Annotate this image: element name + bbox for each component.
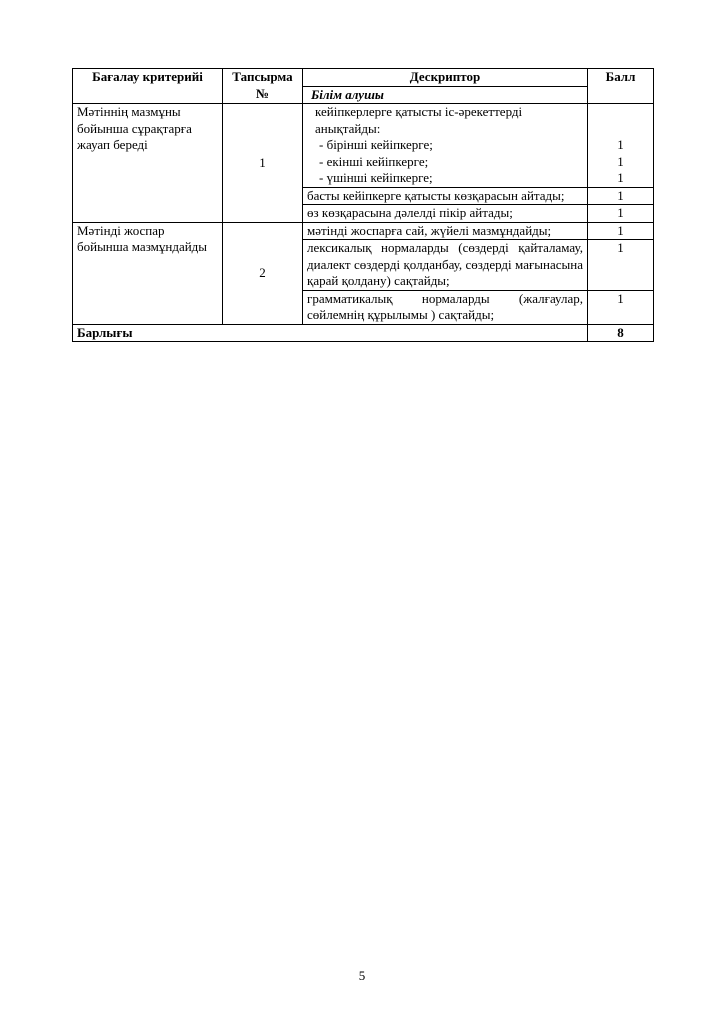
descriptor-line: - екінші кейіпкерге; — [319, 153, 429, 169]
descriptor-cell: грамматикалық нормаларды (жалғаулар, сөйлемнің құрылымы ) сақтайды; — [303, 290, 588, 324]
assessment-rubric-table — [72, 68, 654, 342]
descriptor-cell — [303, 104, 588, 188]
score-cell: 1 — [588, 222, 654, 240]
score-cell: 1 — [588, 205, 654, 223]
header-score: Балл — [588, 69, 654, 104]
score-value: 1 — [617, 170, 624, 185]
criterion-cell: Мәтіннің мазмұны бойынша сұрақтарға жауап береді — [73, 104, 223, 223]
score-cell: 1 — [588, 240, 654, 291]
descriptor-cell: өз көзқарасына дәлелді пікір айтады; — [303, 205, 588, 223]
descriptor-cell: мәтінді жоспарға сай, жүйелі мазмұндайды; — [303, 222, 588, 240]
table-row — [73, 104, 654, 188]
header-task: Тапсырма № — [223, 69, 303, 104]
task-number-cell: 2 — [223, 222, 303, 324]
total-row — [73, 324, 654, 342]
table-row — [73, 222, 654, 240]
header-descriptor: Дескриптор — [303, 69, 588, 87]
descriptor-line: - бірінші кейіпкерге; — [319, 137, 433, 152]
score-cell: 1 — [588, 187, 654, 205]
score-value: 1 — [617, 153, 624, 169]
descriptor-cell: басты кейіпкерге қатысты көзқарасын айтады; — [303, 187, 588, 205]
page-number: 5 — [358, 968, 366, 983]
descriptor-line: кейіпкерлерге қатысты іс-әрекеттерді анықтайды: — [315, 104, 523, 136]
total-label: Барлығы — [73, 324, 588, 342]
score-cell: 1 — [588, 290, 654, 324]
task-number-cell: 1 — [223, 104, 303, 223]
descriptor-line: - үшінші кейіпкерге; — [319, 170, 433, 185]
score-cell — [588, 104, 654, 188]
header-criterion: Бағалау критерийі — [73, 69, 223, 104]
descriptor-cell: лексикалық нормаларды (сөздерді қайталамау, диалект сөздерді қолданбау, сөздерді мағынасына қарай қолдану) сақтайды; — [303, 240, 588, 291]
header-descriptor-sub: Білім алушы — [303, 86, 588, 104]
table-header-row — [73, 69, 654, 87]
score-value: 1 — [617, 137, 624, 152]
total-score: 8 — [588, 324, 654, 342]
criterion-cell: Мәтінді жоспар бойынша мазмұндайды — [73, 222, 223, 324]
score-value — [592, 121, 649, 138]
score-value — [592, 104, 649, 121]
